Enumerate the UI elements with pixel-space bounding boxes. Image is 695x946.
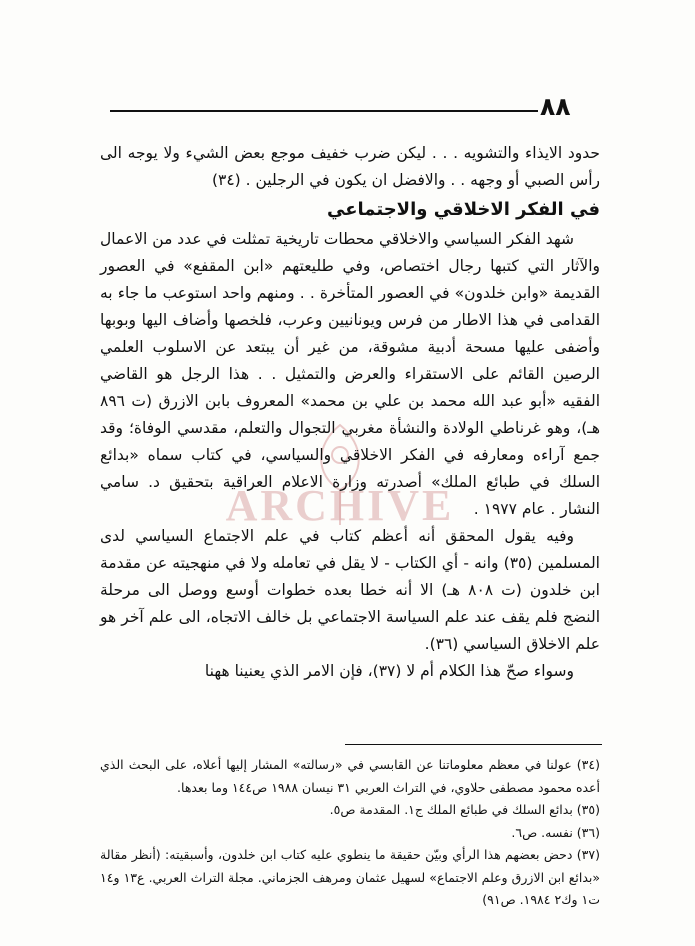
paragraph-4: وسواء صحّ هذا الكلام أم لا (٣٧)، فإن الامر الذي يعنينا ههنا (204, 662, 574, 680)
page-number: ٨٨ (540, 92, 571, 121)
section-heading: في الفكر الاخلاقي والاجتماعي (327, 199, 600, 220)
footnote-35: (٣٥) بدائع السلك في طبائع الملك ج١. المقدمة ص٥. (329, 802, 600, 817)
paragraph-1: حدود الايذاء والتشويه . . . ليكن ضرب خفيف موجع بعض الشيء ولا يوجه الى رأس الصبي أو وجهه . . والافضل ان يكون في الرجلين . (٣٤) (100, 144, 600, 189)
footnote-34: (٣٤) عولنا في معظم معلوماتنا عن القابسي في «رسالته» المشار إليها أعلاه، على البحث الذي أعده محمود مصطفى حلاوي، في التراث العربي ٣١ نيسان ١٩٨٨ ص١٤٤ وما بعدها. (100, 757, 600, 795)
footnotes (100, 754, 600, 912)
paragraph-3: وفيه يقول المحقق أنه أعظم كتاب في علم الاجتماع السياسي لدى المسلمين (٣٥) وانه - أي الكتاب - لا يقل في تعامله ولا في منهجيته عن مقدمة ابن خلدون (ت ٨٠٨ هـ) الا أنه خطا بعده خطوات أوسع ووصل الى مرحلة النضج فلم يقف عند علم السياسة الاجتماعي بل خالف الاتجاه، الى علم آخر هو علم الاخلاق السياسي (٣٦). (100, 527, 600, 653)
body-text (100, 140, 600, 685)
header-rule (110, 110, 538, 112)
footnote-rule (345, 744, 602, 745)
footnote-37: (٣٧) دحض بعضهم هذا الرأي وبيّن حقيقة ما ينطوي عليه كتاب ابن خلدون، وأسبقيته: (أنظر مقالة «بدائع ابن الازرق وعلم الاجتماع» لسهيل عثمان ومرهف الجزماني. مجلة التراث العربي. ع١٣ و١٤ ت١ وك٢ ١٩٨٤. ص٩١) (100, 847, 601, 907)
paragraph-2: شهد الفكر السياسي والاخلاقي محطات تاريخية تمثلت في عدد من الاعمال والآثار التي كتبها رجال اختصاص، وفي طليعتهم «ابن المقفع» في العصور القديمة «وابن خلدون» في العصور المتأخرة . . ومنهم واحد استوعب ما جاء به القدامى في هذا الاطار من فرس ويونانيين وعرب، فلخصها وأضاف اليها وبوبها وأضفى عليها مسحة أدبية مشوقة، من غير أن يبتعد عن الاسلوب العلمي الرصين القائم على الاستقراء والعرض والتمثيل . . هذا الرجل هو القاضي الفقيه «أبو عبد الله محمد بن علي بن محمد» المعروف بابن الازرق (ت ٨٩٦ هـ)، وهو غرناطي الولادة والنشأة مغربي التجوال والتعلم، مقدسي الوفاة؛ وقد جمع آراءه ومعارفه في الفكر الاخلاقي والسياسي، في كتاب سماه «بدائع السلك في طبائع الملك» أصدرته وزارة الاعلام العراقية بتحقيق د. سامي النشار . عام ١٩٧٧ . (100, 230, 600, 518)
footnote-36: (٣٦) نفسه. ص٦. (511, 824, 600, 840)
svg-text:ARCHIVE: ARCHIVE (225, 481, 455, 530)
